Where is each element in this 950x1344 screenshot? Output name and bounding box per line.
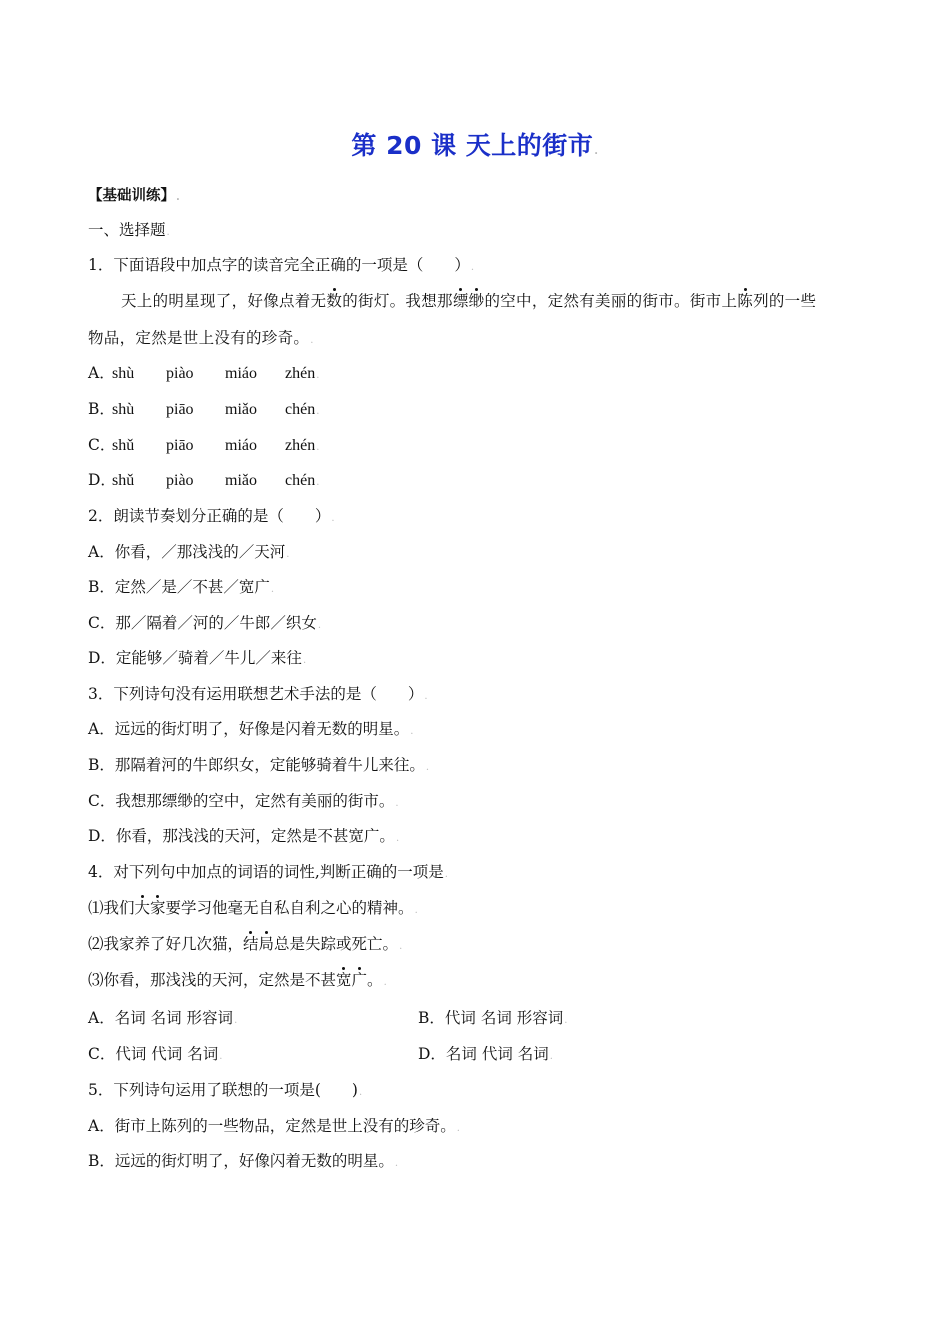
q2-option-b: B．定然／是／不甚／宽广.	[88, 578, 275, 596]
q1-option-d: D．shǔ piào miǎo chén.	[88, 471, 320, 489]
question-3: 3．下列诗句没有运用联想艺术手法的是（ ）.	[88, 685, 428, 703]
q2-option-d: D．定能够／骑着／牛儿／来往.	[88, 649, 307, 667]
q3-option-b: B．那隔着河的牛郎织女，定能够骑着牛儿来往。.	[88, 756, 430, 774]
q4-option-d: D．名词 代词 名词.	[418, 1045, 553, 1063]
q1-passage-line-2: 物品，定然是世上没有的珍奇。.	[88, 329, 314, 347]
question-1: 1．下面语段中加点字的读音完全正确的一项是（ ）.	[88, 256, 475, 274]
q4-option-a: A．名词 名词 形容词.	[88, 1009, 238, 1027]
page-title: 第 20 课 天上的街市.	[351, 131, 599, 160]
section-heading: 【基础训练】.	[88, 188, 180, 204]
q2-option-c: C．那／隔着／河的／牛郎／织女.	[88, 614, 322, 632]
q1-passage-line-1: 天上的明星现了，好像点着无数的街灯。我想那缥缈的空中，定然有美丽的街市。街市上陈列的一些	[121, 292, 817, 310]
q3-option-d: D．你看，那浅浅的天河，定然是不甚宽广。.	[88, 827, 400, 845]
question-type-heading: 一、选择题.	[88, 221, 170, 239]
question-4: 4．对下列句中加点的词语的词性,判断正确的一项是.	[88, 863, 448, 881]
q5-option-b: B．远远的街灯明了，好像闪着无数的明星。.	[88, 1152, 399, 1170]
q5-option-a: A．街市上陈列的一些物品，定然是世上没有的珍奇。.	[88, 1117, 460, 1135]
q4-option-b: B．代词 名词 形容词.	[418, 1009, 568, 1027]
q1-option-a: A．shù piào miáo zhén.	[88, 364, 320, 382]
q3-option-a: A．远远的街灯明了，好像是闪着无数的明星。.	[88, 720, 414, 738]
q4-option-c: C．代词 代词 名词.	[88, 1045, 223, 1063]
q2-option-a: A．你看，／那浅浅的／天河.	[88, 543, 290, 561]
question-2: 2．朗读节奏划分正确的是（ ）.	[88, 507, 335, 525]
question-5: 5．下列诗句运用了联想的一项是( ).	[88, 1081, 363, 1099]
q3-option-c: C．我想那缥缈的空中，定然有美丽的街市。.	[88, 792, 399, 810]
q1-option-c: C．shǔ piāo miáo zhén.	[88, 436, 320, 454]
q4-sentence-3: ⑶你看，那浅浅的天河，定然是不甚宽广。.	[88, 971, 387, 989]
q4-sentence-2: ⑵我家养了好几次猫，结局总是失踪或死亡。.	[88, 935, 403, 953]
q4-sentence-1: ⑴我们大家要学习他毫无自私自利之心的精神。.	[88, 899, 418, 917]
q1-option-b: B．shù piāo miǎo chén.	[88, 400, 320, 418]
